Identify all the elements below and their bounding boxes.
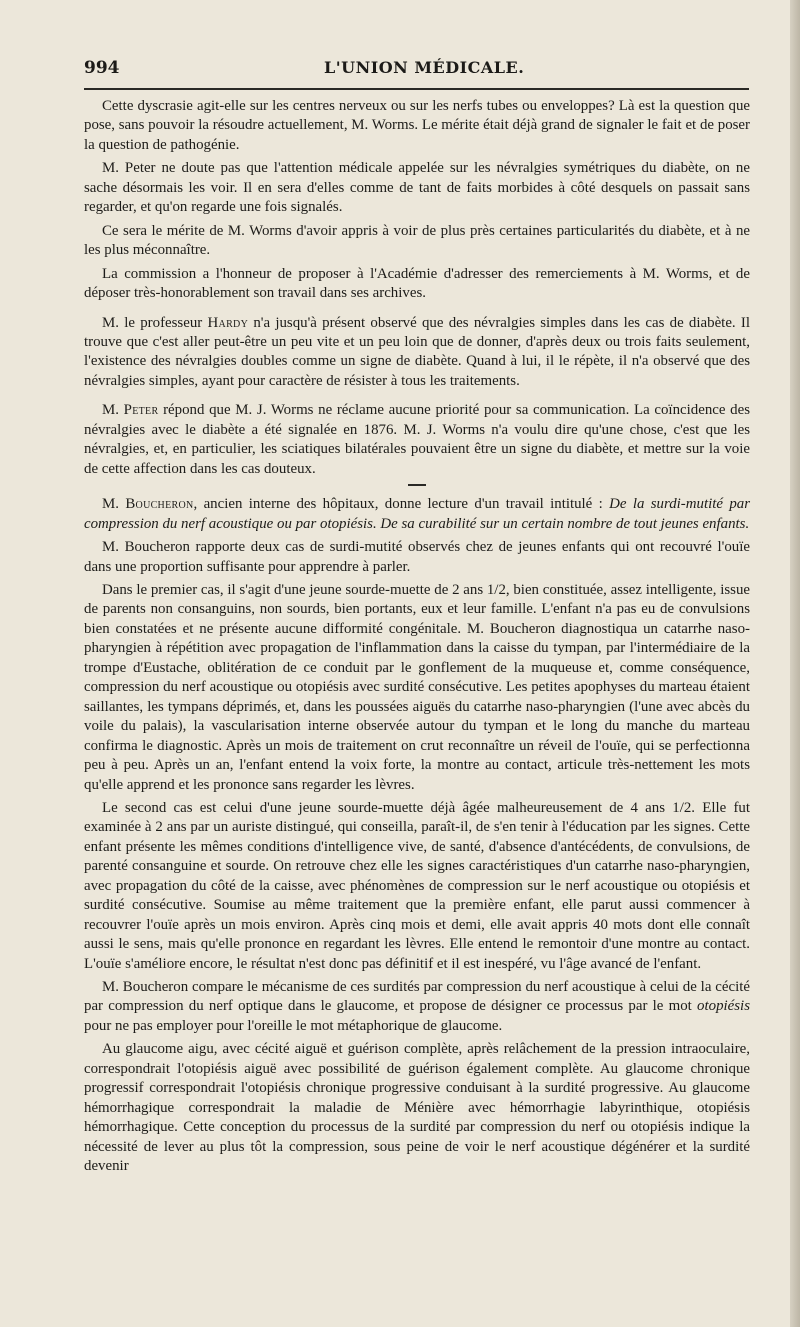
- paragraph-second-case: Le second cas est celui d'une jeune sourde-muette déjà âgée malheureusement de 4 ans 1/2. Elle fut examinée à 2 ans par un auriste distingué, qui conseilla, paraît-il, de s'en tenir à l'éducation par les signes. Cette enfant présente les mêmes conditions d'intelligence vive, de santé, d'absence d'antécédents, de convulsions, de parenté consanguine et sourde. On retrouve chez elle les signes caractéristiques d'un catarrhe naso-pharyngien, avec propagation du côté de la caisse, avec phénomènes de compression sur le nerf acoustique ou otopiésis et surdité consécutive. Soumise au même traitement que la première enfant, elle parut aussi commencer à recouvrer l'ouïe après un mois environ. Après cinq mois et demi, elle avait appris 40 mots dont elle connaît aussi le sens, mais qu'elle prononce en regardant les lèvres. Elle entend le remontoir d'une montre au contact. L'ouïe s'améliore encore, le résultat n'est donc pas définitif et il est inespéré, vu l'âge avancé de l'enfant.: [84, 799, 750, 972]
- paragraph-first-case: Dans le premier cas, il s'agit d'une jeune sourde-muette de 2 ans 1/2, bien constituée, assez intelligente, issue de parents non consanguins, non sourds, bien portants, eux et leur famille. L'enfant n'a pas eu de convulsions bien constatées et ne présente aucune difformité congénitale. M. Boucheron diagnostiqua un catarrhe naso-pharyngien à répétition avec propagation de l'inflammation dans la caisse du tympan, par l'intermédiaire de la trompe d'Eustache, oblitération de ce conduit par le gonflement de la muqueuse et, comme conséquence, compression du nerf acoustique ou otopiésis avec surdité consécutive. Les petites apophyses du marteau étaient saillantes, les tympans déprimés, et, dans les poussées aiguës du catarrhe naso-pharyngien (l'une avec abcès du voile du palais), la vascularisation interne observée autour du tympan et le long du manche du marteau confirma le diagnostic. Après un mois de traitement on crut reconnaître un réveil de l'ouïe, qui se perfectionna peu à peu. Après un an, l'enfant entend la voix forte, la montre au contact, articule très-nettement les mots qu'elle apprend et les prononce sans regarder les lèvres.: [84, 581, 750, 793]
- hardy-text: n'a jusqu'à présent observé que des névralgies simples dans les cas de diabète. Il trouve que c'est aller peut-être un peu vite et un peu loin que de donner, d'après deux ou trois faits seulement, l'existence des névralgies doubles comme un signe de diabète. Quand à lui, il le répète, il n'a observé que des névralgies simples, ayant pour caractère de résister à tous les traitements.: [84, 314, 750, 389]
- paragraph-two-cases: M. Boucheron rapporte deux cas de surdi-mutité observés chez de jeunes enfants qui ont recouvré l'ouïe dans une proportion suffisante pour apprendre à parler.: [84, 539, 750, 575]
- paper-title: De la surdi-mutité par compression du nerf acoustique ou par otopiésis. De sa curabilité sur un certain nombre de tout jeunes enfants.: [84, 496, 751, 532]
- paragraph-hardy: [84, 314, 750, 392]
- paragraph-peter-opinion: M. Peter ne doute pas que l'attention médicale appelée sur les névralgies symétriques du diabète, on ne sache désormais les voir. Il en sera d'elles comme de tant de faits morbides à côté desquels on passait sans regarder, et qu'on regarde une fois signalés.: [84, 160, 750, 216]
- section-separator: [408, 484, 426, 486]
- paragraph-glaucome: Au glaucome aigu, avec cécité aiguë et guérison complète, après relâchement de la pression intraoculaire, correspondrait l'otopiésis aiguë avec possibilité de guérison également complète. Au glaucome chronique progressif correspondrait l'otopiésis chronique progressive conduisant à la surdité progressive. Au glaucome hémorrhagique correspondrait la maladie de Ménière avec hémorrhagie labyrinthique, otopiésis hémorrhagique. Cette conception du processus de la surdité par compression du nerf ou otopiésis indique la nécessité de lever au plus tôt la compression, sous peine de voir le nerf acoustique dégénérer et la surdité devenir: [84, 1041, 750, 1175]
- page-number: 994: [84, 58, 120, 78]
- hardy-prefix: M. le professeur: [102, 314, 208, 331]
- article-body: [84, 97, 750, 1181]
- speaker-name-boucheron: Boucheron: [125, 496, 194, 513]
- page-edge: [790, 0, 800, 1327]
- peter-text: répond que M. J. Worms ne réclame aucune priorité pour sa communication. La coïncidence des névralgies avec le diabète a été signalée en 1876. M. J. Worms n'a voulu dire qu'une chose, c'est que les névralgies, et, en particulier, les sciatiques bilatérales pouvaient être un signe du diabète, et mettre sur la voie de cette affection dans les cas douteux.: [84, 402, 750, 477]
- header-rule: [84, 88, 749, 90]
- speaker-name-peter: Peter: [123, 402, 159, 419]
- compare-after: pour ne pas employer pour l'oreille le mot métaphorique de glaucome.: [84, 1017, 503, 1034]
- boucheron-prefix: M.: [102, 496, 126, 513]
- paragraph-compare: [84, 978, 750, 1036]
- compare-before: M. Boucheron compare le mécanisme de ces surdités par compression du nerf acoustique à celui de la cécité par compression du nerf optique dans le glaucome, et propose de désigner ce processus par le mot: [84, 979, 750, 1015]
- speaker-name-hardy: Hardy: [207, 314, 249, 331]
- paragraph-commission: La commission a l'honneur de proposer à l'Académie d'adresser des remerciements à M. Worms, et de déposer très-honorablement son travail dans ses archives.: [84, 265, 750, 302]
- page-header: [84, 58, 748, 88]
- running-head: L'UNION MÉDICALE.: [324, 58, 525, 77]
- paragraph-peter-reply: [84, 401, 750, 479]
- boucheron-text: , ancien interne des hôpitaux, donne lecture d'un travail intitulé :: [193, 496, 610, 513]
- paragraph-boucheron-intro: [84, 495, 750, 534]
- term-otopiesis: otopiésis: [697, 998, 750, 1015]
- paragraph-dyscrasie: Cette dyscrasie agit-elle sur les centres nerveux ou sur les nerfs tubes ou enveloppes? Là est la question que pose, sans pouvoir la résoudre actuellement, M. Worms. Le mérite était déjà grand de signaler le fait et de poser la question de pathogénie.: [84, 98, 750, 153]
- peter-prefix: M.: [102, 402, 124, 419]
- paragraph-worms-merit: Ce sera le mérite de M. Worms d'avoir appris à voir de plus près certaines particularités du diabète, et à ne les plus méconnaître.: [84, 222, 750, 259]
